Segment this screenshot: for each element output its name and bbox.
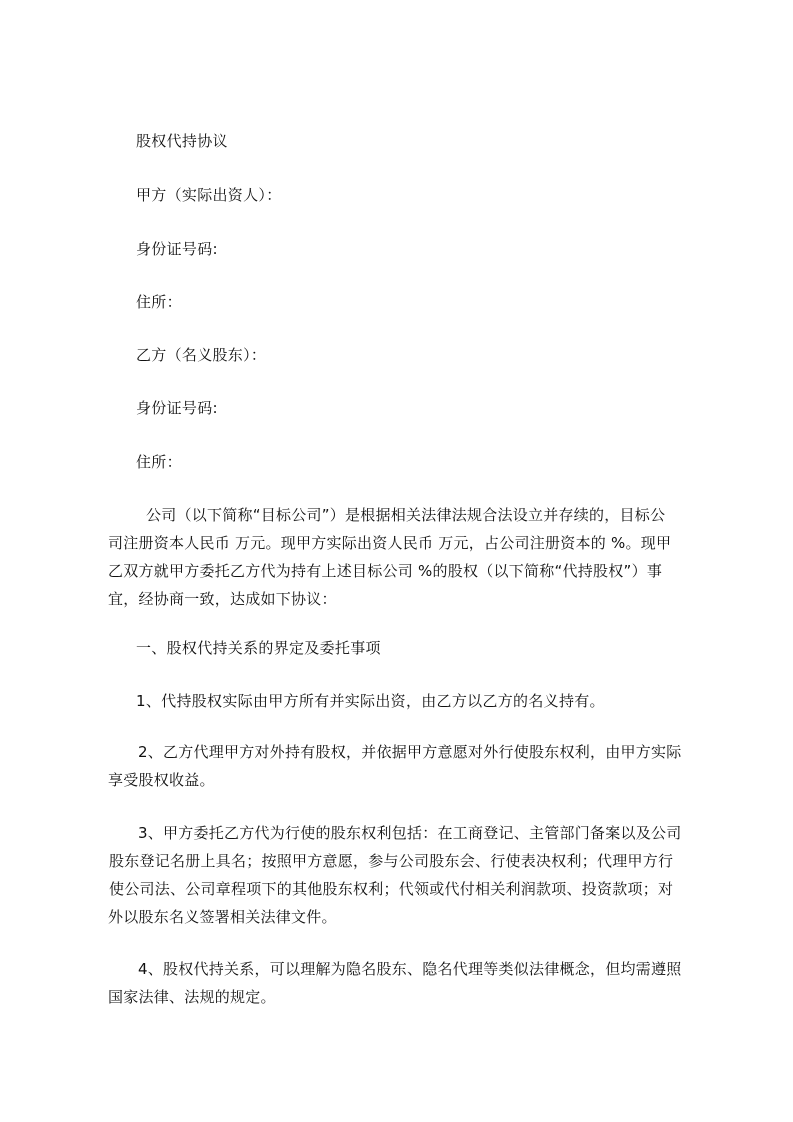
clause-1: 1、代持股权实际由甲方所有并实际出资，由乙方以乙方的名义持有。 — [136, 692, 605, 710]
intro-paragraph — [108, 501, 706, 613]
party-b-id-label: 身份证号码: — [136, 399, 218, 417]
clause-4-line-2: 国家法律、法规的规定。 — [108, 988, 276, 1006]
clause-3-line-3: 使公司法、公司章程项下的其他股东权利；代领或代付相关利润款项、投资款项；对 — [109, 880, 674, 898]
party-a-label: 甲方（实际出资人）： — [136, 186, 282, 204]
party-a-id-label: 身份证号码: — [136, 240, 218, 258]
clause-2 — [108, 738, 706, 794]
clause-2-line-2: 享受股权收益。 — [108, 771, 215, 789]
clause-3-line-2: 股东登记名册上具名；按照甲方意愿，参与公司股东会、行使表决权利；代理甲方行 — [109, 852, 674, 870]
clause-4-line-1: 4、股权代持关系，可以理解为隐名股东、隐名代理等类似法律概念，但均需遵照 — [138, 960, 682, 978]
intro-line-4: 宜，经协商一致，达成如下协议： — [108, 590, 337, 608]
party-b-label: 乙方（名义股东）： — [136, 346, 267, 364]
clause-3 — [108, 819, 706, 931]
intro-line-2: 司注册资本人民币 万元。现甲方实际出资人民币 万元，占公司注册资本的 %。现甲 — [108, 534, 672, 552]
document-title: 股权代持协议 — [136, 132, 228, 150]
intro-line-1: 公司（以下简称“目标公司”）是根据相关法律法规合法设立并存续的，目标公 — [146, 506, 666, 524]
intro-line-3: 乙双方就甲方委托乙方代为持有上述目标公司 %的股权（以下简称“代持股权”）事 — [108, 562, 663, 580]
clause-3-line-1: 3、甲方委托乙方代为行使的股东权利包括：在工商登记、主管部门备案以及公司 — [138, 824, 682, 842]
clause-4 — [108, 955, 706, 1011]
party-b-address-label: 住所： — [136, 453, 182, 471]
clause-3-line-4: 外以股东名义签署相关法律文件。 — [108, 908, 337, 926]
section-1-heading: 一、股权代持关系的界定及委托事项 — [136, 639, 381, 657]
clause-2-line-1: 2、乙方代理甲方对外持有股权，并依据甲方意愿对外行使股东权利，由甲方实际 — [138, 743, 682, 761]
party-a-address-label: 住所： — [136, 293, 182, 311]
